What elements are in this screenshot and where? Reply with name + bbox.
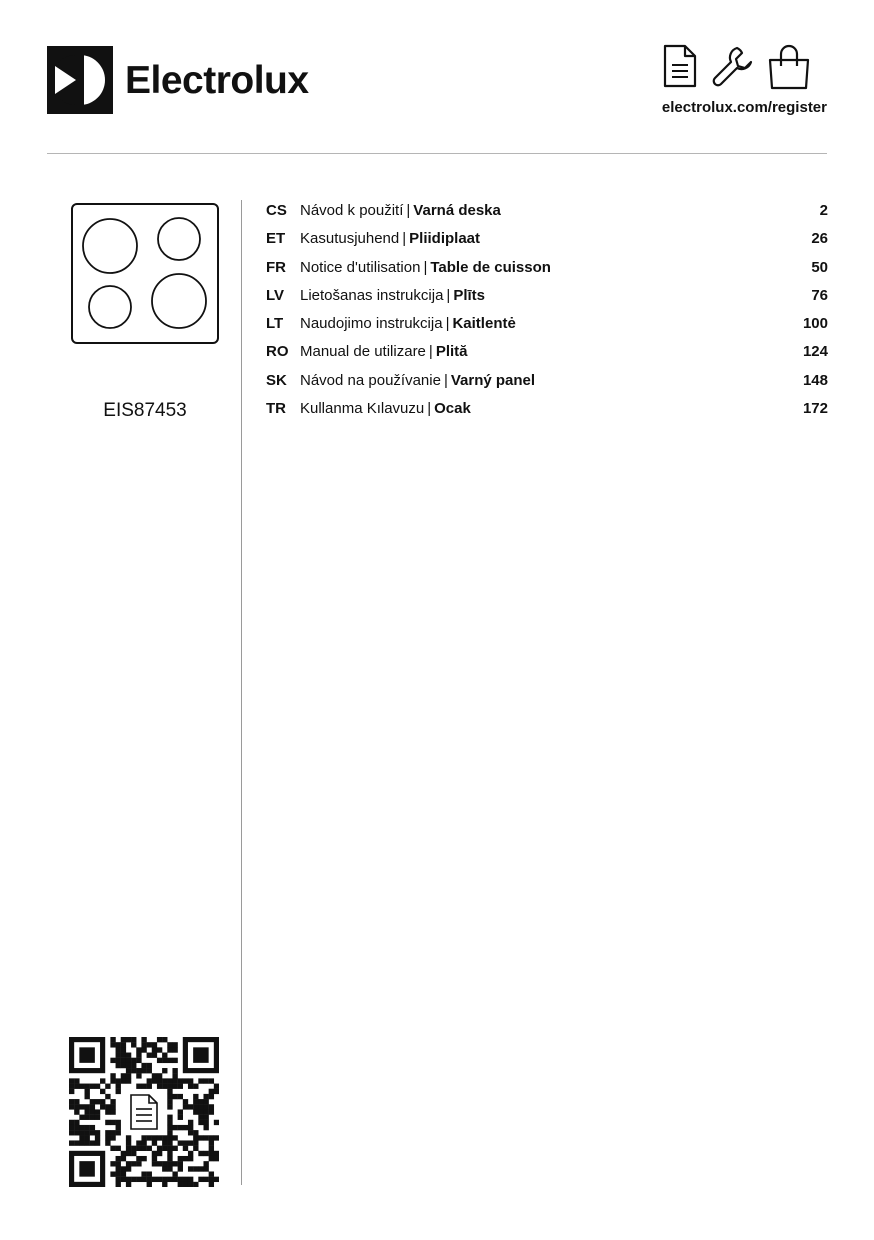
page-number: 124 (802, 343, 828, 361)
page-number: 100 (802, 315, 828, 333)
separator: | (443, 371, 448, 389)
document-icon (662, 44, 698, 88)
manual-title: Návod k použití (300, 202, 404, 219)
toc-row[interactable] (266, 343, 828, 371)
manual-title: Kullanma Kılavuzu (300, 400, 425, 418)
toc-row[interactable] (266, 372, 828, 400)
toc-row[interactable] (266, 202, 828, 230)
qr-code-icon[interactable] (69, 1037, 219, 1192)
page-number: 26 (811, 230, 828, 248)
language-code: FR (266, 258, 286, 276)
table-of-contents (266, 202, 828, 428)
toc-row[interactable] (266, 315, 828, 343)
register-link[interactable]: electrolux.com/register (661, 99, 827, 116)
page-number: 2 (819, 202, 828, 219)
separator: | (402, 230, 407, 248)
manual-title: Naudojimo instrukcija (300, 315, 443, 333)
manual-title: Lietošanas instrukcija (300, 286, 444, 304)
product-type: Kaitlentė (452, 315, 516, 333)
hob-four-zones-icon (71, 203, 219, 349)
language-code: LV (266, 286, 285, 304)
electrolux-logo-icon (47, 46, 113, 114)
manual-title: Notice d'utilisation (300, 258, 421, 276)
separator: | (445, 315, 450, 333)
product-type: Varný panel (450, 371, 536, 389)
product-type: Plită (435, 343, 468, 361)
page-number: 148 (802, 371, 828, 389)
page-number: 50 (811, 258, 828, 276)
header-divider (47, 153, 827, 154)
column-divider (241, 200, 242, 1185)
product-type: Table de cuisson (430, 258, 551, 276)
brand-logo (47, 46, 309, 114)
language-code: ET (266, 230, 286, 248)
separator: | (427, 400, 432, 418)
page-number: 76 (811, 286, 828, 304)
product-type: Pliidiplaat (409, 230, 481, 248)
manual-title: Návod na používanie (300, 371, 441, 389)
toc-row[interactable] (266, 287, 828, 315)
manual-title: Manual de utilizare (300, 343, 426, 361)
language-code: SK (266, 371, 287, 389)
separator: | (406, 202, 411, 219)
language-code: CS (266, 202, 287, 219)
separator: | (428, 343, 433, 361)
product-type: Varná deska (413, 202, 501, 219)
shopping-bag-icon (766, 44, 812, 90)
toc-row[interactable] (266, 400, 828, 428)
wrench-icon (710, 44, 754, 88)
language-code: LT (266, 315, 284, 333)
product-type: Ocak (434, 400, 471, 418)
toc-row[interactable] (266, 259, 828, 287)
product-type: Plīts (453, 286, 486, 304)
separator: | (446, 286, 451, 304)
toc-row[interactable] (266, 230, 828, 258)
manual-title: Kasutusjuhend (300, 230, 400, 248)
page-number: 172 (802, 400, 828, 418)
separator: | (423, 258, 428, 276)
language-code: TR (266, 400, 286, 418)
language-code: RO (266, 343, 289, 361)
top-icons (662, 44, 812, 90)
brand-name: Electrolux (125, 58, 309, 102)
model-number: EIS87453 (103, 400, 187, 421)
